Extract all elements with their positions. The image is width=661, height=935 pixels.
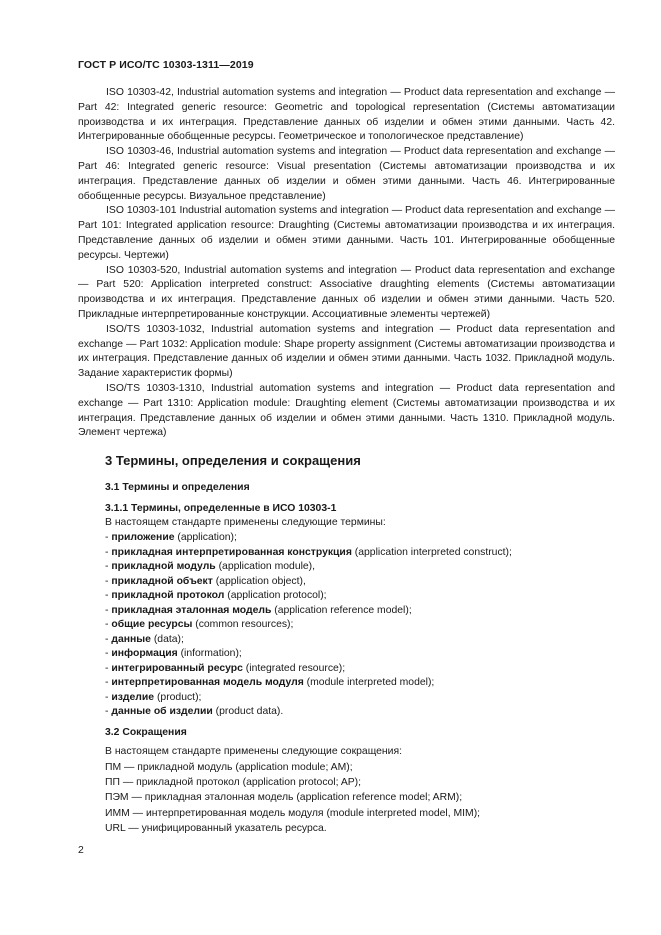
abbreviation-item: URL — унифицированный указатель ресурса. [105, 822, 327, 834]
term-english: (product data). [212, 706, 284, 717]
reference-item: ISO/TS 10303-1032, Industrial automation systems and integration — Product data representation and exchange — Part 1032: Application module: Shape property assignment (Системы автоматизации производства и их интеграция. Представление данных об изделии и обмен этими данными. Часть 1032. Прикладной модуль. Задание характеристик формы) [78, 323, 615, 380]
term-name: прикладной протокол [111, 590, 225, 601]
section-3-1-heading: 3.1 Термины и определения [105, 482, 250, 493]
term-english: (integrated resource); [242, 662, 346, 674]
term-item [105, 691, 512, 706]
abbreviation-item: ПЭМ — прикладная эталонная модель (application reference model; ARM); [105, 792, 463, 804]
term-english: (common resources); [192, 619, 294, 630]
section-3-2-heading: 3.2 Сокращения [105, 727, 187, 738]
terms-intro: В настоящем стандарте применены следующие термины: [105, 517, 386, 528]
abbreviation-item: ПМ — прикладной модуль (application module; AM); [105, 762, 353, 773]
reference-item: ISO/TS 10303-1310, Industrial automation systems and integration — Product data representation and exchange — Part 1310: Application module: Draughting element (Системы автоматизации производства и их интеграция. Представление данных об изделии и обмен этими данными. Часть 1310. Прикладной модуль. Элемент чертежа) [78, 382, 615, 439]
term-item [105, 647, 512, 662]
reference-item: ISO 10303-42, Industrial automation systems and integration — Product data representation and exchange — Part 42: Integrated generic resource: Geometric and topological representation (Системы автоматизации производства и их интеграция. Представление данных об изделии и обмен этими данными. Часть 42. Интегрированные обобщенные ресурсы. Геометрическое и топологическое представление) [78, 87, 615, 143]
term-item [105, 575, 512, 590]
term-dash: - [105, 633, 112, 645]
term-name: информация [111, 648, 178, 659]
term-english: (information); [177, 648, 242, 659]
term-english: (application module), [215, 561, 316, 572]
term-dash: - [105, 662, 112, 674]
term-item [105, 560, 512, 575]
abbreviation-item: ИММ — интерпретированная модель модуля (module interpreted model, MIM); [105, 807, 481, 819]
term-dash: - [105, 604, 112, 616]
term-name: изделие [111, 691, 155, 703]
term-name: данные [111, 633, 151, 645]
term-english: (data); [150, 633, 184, 645]
abbreviations-list [105, 760, 480, 836]
term-english: (application interpreted construct); [351, 546, 512, 558]
term-item [105, 604, 512, 619]
terms-list [105, 531, 512, 720]
term-dash: - [105, 561, 112, 572]
term-name: общие ресурсы [111, 619, 193, 630]
abbreviation-item: ПП — прикладной протокол (application protocol; AP); [105, 777, 362, 789]
term-dash: - [105, 575, 112, 587]
section-3-1-1-heading: 3.1.1 Термины, определенные в ИСО 10303-1 [105, 503, 337, 514]
abbreviations-intro: В настоящем стандарте применены следующие сокращения: [105, 746, 402, 757]
section-3-heading: 3 Термины, определения и сокращения [105, 453, 361, 468]
term-english: (application protocol); [224, 590, 327, 601]
document-header: ГОСТ Р ИСО/ТС 10303-1311—2019 [78, 59, 254, 71]
term-english: (application object), [212, 575, 306, 587]
term-english: (module interpreted model); [303, 677, 435, 688]
term-item [105, 676, 512, 691]
term-name: интерпретированная модель модуля [111, 677, 304, 688]
term-english: (application); [174, 532, 237, 543]
term-item [105, 633, 512, 648]
reference-item: ISO 10303-520, Industrial automation systems and integration — Product data representation and exchange — Part 520: Application interpreted construct: Associative draughting elements (Системы автоматизации производства и их интеграция. Представление данных об изделии и обмен этими данными. Часть 520. Прикладные интерпретированные конструкции. Ассоциативные элементы чертежей) [78, 264, 615, 320]
term-dash: - [105, 532, 112, 543]
term-item [105, 546, 512, 561]
term-dash: - [105, 590, 112, 601]
term-english: (product); [154, 691, 202, 703]
term-name: интегрированный ресурс [111, 662, 243, 674]
reference-item: ISO 10303-46, Industrial automation systems and integration — Product data representation and exchange — Part 46: Integrated generic resource: Visual presentation (Системы автоматизации производства и их интеграция. Представление данных об изделии и обмен этими данными. Часть 46. Интегрированные обобщенные ресурсы. Визуальное представление) [78, 146, 615, 202]
term-dash: - [105, 619, 112, 630]
reference-item: ISO 10303-101 Industrial automation systems and integration — Product data representation and exchange — Part 101: Integrated application resource: Draughting (Системы автоматизации производства и их интеграция. Представление данных об изделии и обмен этими данными. Часть 101. Интегрированные обобщенные ресурсы. Чертежи) [78, 205, 615, 261]
term-name: прикладной объект [111, 575, 213, 587]
term-name: прикладная эталонная модель [111, 604, 272, 616]
term-item [105, 531, 512, 546]
term-dash: - [105, 691, 112, 703]
term-dash: - [105, 546, 112, 558]
page-number: 2 [78, 845, 84, 856]
term-item [105, 589, 512, 604]
normative-references [78, 86, 615, 441]
term-english: (application reference model); [271, 604, 412, 616]
term-item [105, 618, 512, 633]
term-name: прикладная интерпретированная конструкция [111, 546, 352, 558]
term-name: прикладной модуль [111, 561, 216, 572]
term-name: данные об изделии [111, 706, 213, 717]
term-dash: - [105, 648, 112, 659]
term-item [105, 705, 512, 720]
term-name: приложение [111, 532, 175, 543]
term-dash: - [105, 677, 112, 688]
term-dash: - [105, 706, 112, 717]
term-item [105, 662, 512, 677]
